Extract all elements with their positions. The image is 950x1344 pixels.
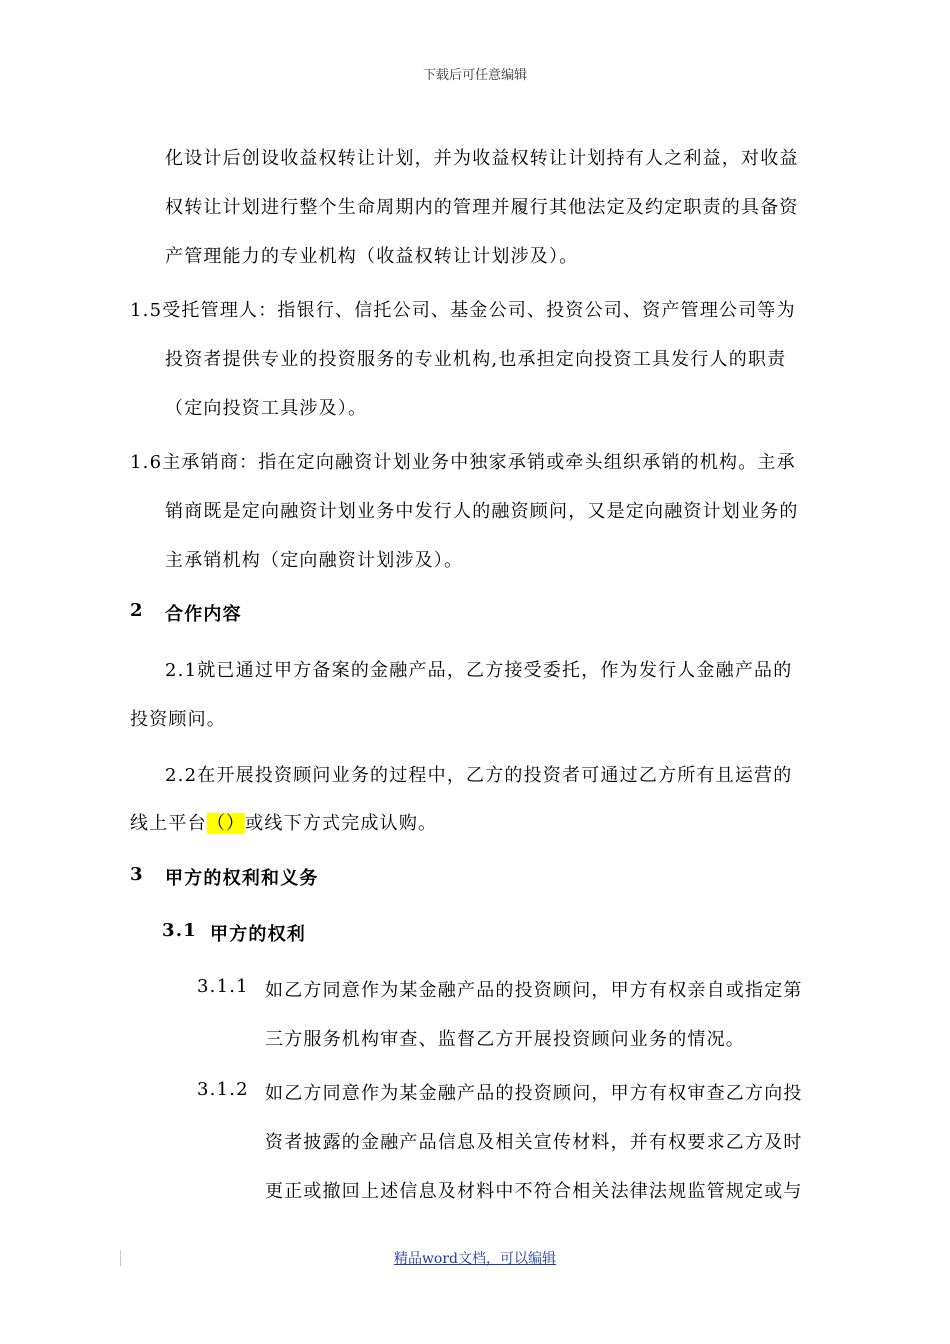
- paragraph-line: 更正或撤回上述信息及材料中不符合相关法律法规监管规定或与: [265, 1181, 803, 1202]
- clause-3-1-1-number: 3.1.1: [197, 976, 249, 997]
- subsection-3-1-title: 甲方的权利: [210, 924, 306, 945]
- clause-3-1-2: 如乙方同意作为某金融产品的投资顾问，甲方有权审查乙方向投: [265, 1083, 803, 1104]
- paragraph-line: [130, 809, 437, 835]
- clause-2-2: 2.2在开展投资顾问业务的过程中，乙方的投资者可通过乙方所有且运营的: [165, 765, 793, 786]
- page-footer: 精品word文档，可以编辑: [393, 1251, 557, 1267]
- paragraph-line: 三方服务机构审查、监督乙方开展投资顾问业务的情况。: [265, 1029, 745, 1050]
- paragraph-line: 权转让计划进行整个生命周期内的管理并履行其他法定及约定职责的具备资: [165, 197, 799, 218]
- section-3-number: 3: [130, 864, 144, 885]
- clause-1-6: 1.6主承销商：指在定向融资计划业务中独家承销或牵头组织承销的机构。主承: [130, 452, 796, 473]
- paragraph-line: 销商既是定向融资计划业务中发行人的融资顾问，又是定向融资计划业务的: [165, 501, 799, 522]
- highlighted-blank: （）: [206, 813, 246, 834]
- clause-3-1-1: 如乙方同意作为某金融产品的投资顾问，甲方有权亲自或指定第: [265, 980, 803, 1001]
- clause-3-1-2-number: 3.1.2: [197, 1079, 249, 1100]
- paragraph-line: 主承销机构（定向融资计划涉及）。: [165, 550, 464, 571]
- clause-2-1: 2.1就已通过甲方备案的金融产品，乙方接受委托，作为发行人金融产品的: [165, 660, 793, 681]
- clause-1-5: 1.5受托管理人：指银行、信托公司、基金公司、投资公司、资产管理公司等为: [130, 300, 796, 321]
- paragraph-line: 资者披露的金融产品信息及相关宣传材料，并有权要求乙方及时: [265, 1132, 803, 1153]
- section-2-title: 合作内容: [165, 604, 242, 625]
- section-2-number: 2: [130, 600, 144, 621]
- section-3-title: 甲方的权利和义务: [165, 868, 319, 889]
- paragraph-line: （定向投资工具涉及）。: [165, 398, 368, 419]
- paragraph-line: 产管理能力的专业机构（收益权转让计划涉及）。: [165, 246, 579, 267]
- paragraph-line: 投资顾问。: [130, 709, 226, 730]
- page-header: 下载后可任意编辑: [422, 68, 527, 83]
- subsection-3-1-number: 3.1: [162, 920, 197, 941]
- text-run: 或线下方式完成认购。: [245, 813, 438, 834]
- paragraph-line: 投资者提供专业的投资服务的专业机构,也承担定向投资工具发行人的职责: [165, 349, 787, 370]
- text-run: 线上平台: [130, 813, 207, 834]
- paragraph-line: 化设计后创设收益权转让计划，并为收益权转让计划持有人之利益，对收益: [165, 148, 799, 169]
